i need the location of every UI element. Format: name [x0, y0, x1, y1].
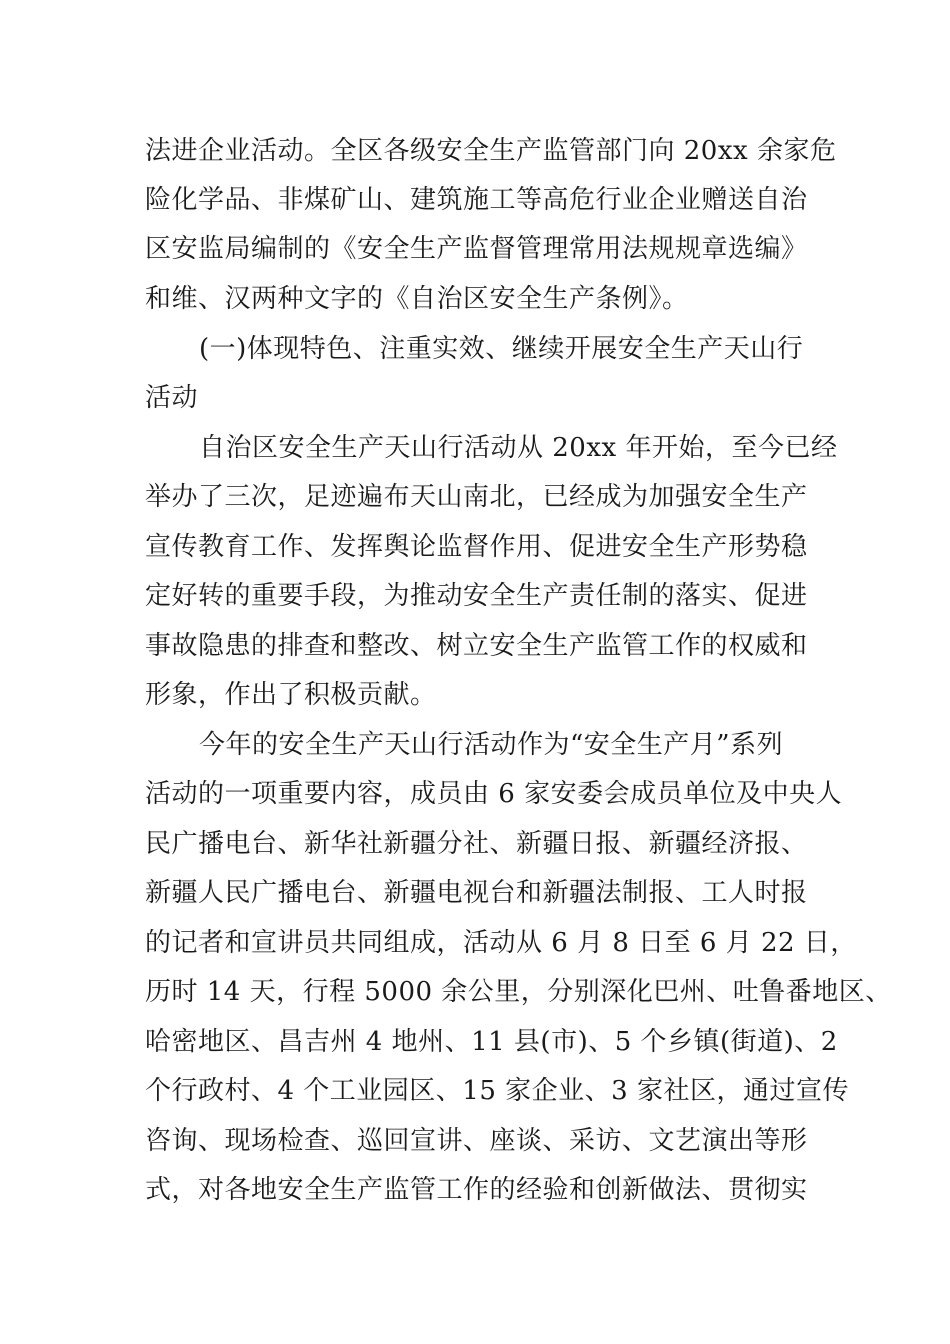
text-line: 历时 14 天，行程 5000 余公里，分别深化巴州、吐鲁番地区、: [145, 977, 892, 1007]
text-line: 的记者和宣讲员共同组成，活动从 6 月 8 日至 6 月 22 日，: [145, 928, 857, 958]
text-line: 宣传教育工作、发挥舆论监督作用、促进安全生产形势稳: [145, 532, 808, 562]
text-line: 形象，作出了积极贡献。: [145, 680, 437, 710]
text-line: 民广播电台、新华社新疆分社、新疆日报、新疆经济报、: [145, 829, 808, 859]
text-line: 举办了三次，足迹遍布天山南北，已经成为加强安全生产: [145, 482, 808, 512]
text-line: 和维、汉两种文字的《自治区安全生产条例》。: [145, 284, 689, 314]
section-heading-continued: 活动: [145, 383, 199, 413]
text-line: 活动的一项重要内容，成员由 6 家安委会成员单位及中央人: [145, 779, 843, 809]
text-line: 定好转的重要手段，为推动安全生产责任制的落实、促进: [145, 581, 808, 611]
text-line: 哈密地区、昌吉州 4 地州、11 县(市)、5 个乡镇(街道)、2: [145, 1027, 838, 1057]
text-line: 个行政村、4 个工业园区、15 家企业、3 家社区，通过宣传: [145, 1076, 849, 1106]
text-line: 险化学品、非煤矿山、建筑施工等高危行业企业赠送自治: [145, 185, 808, 215]
text-line: 区安监局编制的《安全生产监督管理常用法规规章选编》: [145, 234, 808, 264]
text-line: 式，对各地安全生产监管工作的经验和创新做法、贯彻实: [145, 1175, 808, 1205]
text-line: 咨询、现场检查、巡回宣讲、座谈、采访、文艺演出等形: [145, 1126, 808, 1156]
text-line: 法进企业活动。全区各级安全生产监管部门向 20xx 余家危: [145, 136, 837, 166]
text-line: 事故隐患的排查和整改、树立安全生产监管工作的权威和: [145, 631, 808, 661]
paragraph-start: 今年的安全生产天山行活动作为“安全生产月”系列: [199, 730, 784, 760]
text-line: 新疆人民广播电台、新疆电视台和新疆法制报、工人时报: [145, 878, 808, 908]
paragraph-start: 自治区安全生产天山行活动从 20xx 年开始，至今已经: [199, 433, 838, 463]
section-heading: (一)体现特色、注重实效、继续开展安全生产天山行: [199, 334, 804, 364]
